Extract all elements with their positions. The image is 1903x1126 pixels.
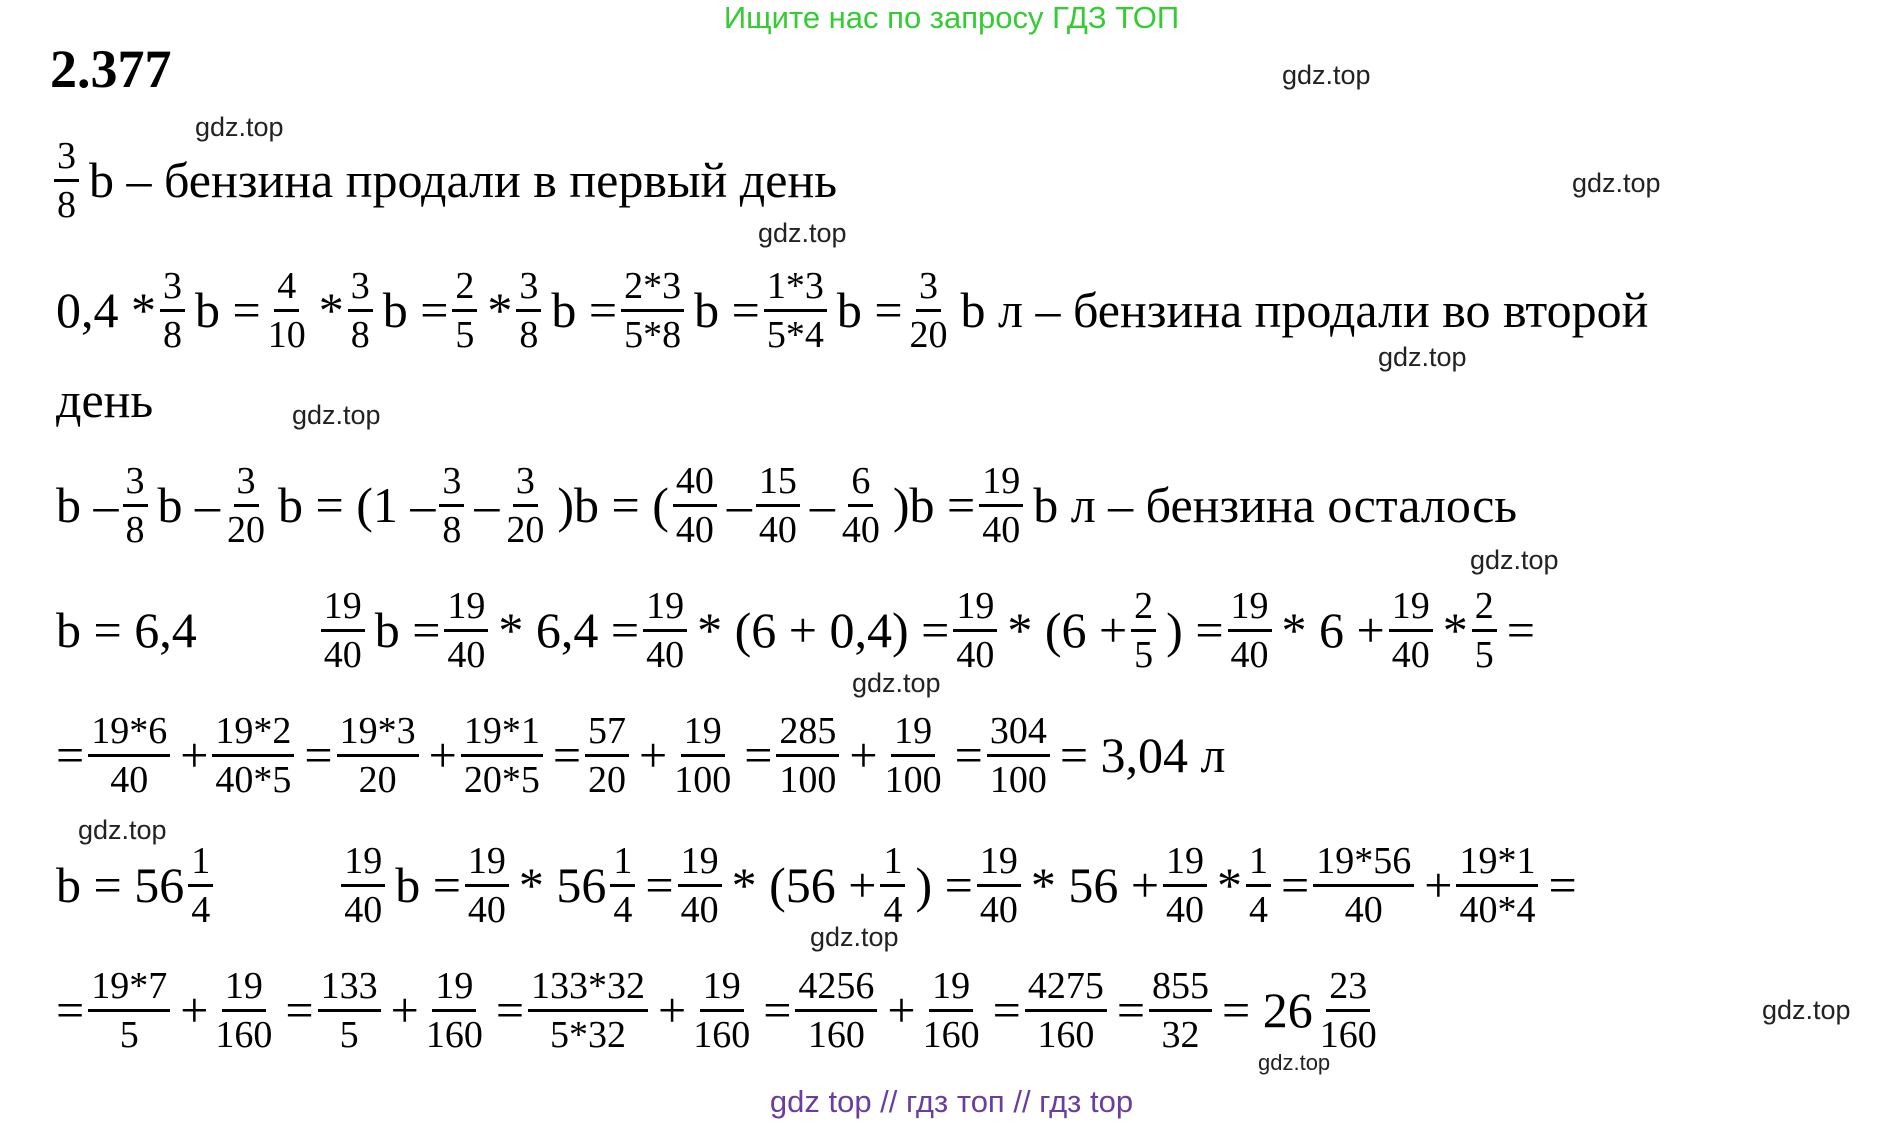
numerator: 19 [444, 587, 488, 632]
equation-text: * (6 + [1007, 602, 1128, 658]
equation-text: * 6,4 = [498, 602, 640, 658]
numerator: 133 [318, 967, 381, 1012]
equation-text: * (6 + 0,4) = [697, 602, 950, 658]
numerator: 4256 [795, 967, 877, 1012]
equation-text: = [645, 857, 674, 913]
denominator: 160 [807, 1013, 865, 1056]
watermark: gdz.top [1378, 342, 1467, 372]
numerator: 133*32 [528, 967, 648, 1012]
equation-text: * 56 [518, 857, 607, 913]
equation-text: b = [395, 857, 461, 913]
denominator: 8 [125, 508, 145, 551]
numerator: 3 [123, 462, 148, 507]
denominator: 40 [956, 633, 995, 676]
numerator: 19 [678, 842, 722, 887]
fraction [1472, 584, 1497, 676]
fraction [452, 264, 477, 356]
fraction [224, 459, 268, 551]
equation-text: b – бензина продали в первый день [89, 152, 837, 208]
numerator: 19*56 [1313, 842, 1414, 887]
numerator: 1 [610, 842, 635, 887]
equation-text: )b = [892, 477, 976, 533]
denominator: 20 [909, 313, 948, 356]
numerator: 19 [681, 712, 725, 757]
denominator: 5 [339, 1013, 359, 1056]
fraction [987, 709, 1050, 801]
denominator: 8 [442, 508, 462, 551]
denominator: 160 [693, 1013, 751, 1056]
fraction [88, 709, 170, 801]
problem-number: 2.377 [50, 39, 172, 99]
fraction [1228, 584, 1272, 676]
equation-text: b = (1 – [278, 477, 436, 533]
fraction [610, 839, 635, 931]
equation-text: b = [374, 602, 441, 658]
numerator: 19 [321, 587, 365, 632]
equation-line [50, 950, 1384, 1070]
denominator: 40 [1166, 888, 1205, 931]
numerator: 4275 [1025, 967, 1107, 1012]
watermark: gdz.top [852, 668, 941, 698]
numerator: 1 [880, 842, 905, 887]
equation-text: * 56 + [1030, 857, 1160, 913]
numerator: 19 [1228, 587, 1272, 632]
fraction [1163, 839, 1207, 931]
fraction [1025, 964, 1107, 1056]
fraction [907, 264, 951, 356]
equation-text: b л – бензина продали во второй [960, 282, 1649, 338]
numerator: 6 [848, 462, 873, 507]
equation-line [50, 120, 837, 240]
denominator: 100 [674, 758, 732, 801]
denominator: 40 [982, 508, 1021, 551]
equation-text: + [390, 982, 419, 1038]
equation-text: b = 56 [56, 857, 185, 913]
equation-text: 0,4 * [56, 282, 156, 338]
fraction [528, 964, 648, 1056]
equation-text: + [1424, 857, 1453, 913]
denominator: 40*4 [1459, 888, 1536, 931]
equation-text: b – [157, 477, 220, 533]
fraction [882, 709, 945, 801]
equation-text: ) = [1166, 602, 1224, 658]
fraction [621, 264, 684, 356]
equation-text: * [1217, 857, 1243, 913]
equation-text: + [180, 982, 209, 1038]
fraction [673, 459, 717, 551]
fraction [839, 459, 883, 551]
numerator: 23 [1326, 967, 1370, 1012]
equation-text: = [1548, 857, 1577, 913]
numerator: 3 [348, 267, 373, 312]
fraction [1131, 584, 1156, 676]
denominator: 160 [1319, 1013, 1377, 1056]
equation-text: = [1506, 602, 1535, 658]
equation-text: = [1116, 982, 1146, 1038]
denominator: 20 [358, 758, 397, 801]
numerator: 2 [1472, 587, 1497, 632]
denominator: 160 [215, 1013, 273, 1056]
equation-text: = [1281, 857, 1310, 913]
numerator: 304 [987, 712, 1050, 757]
numerator: 19 [222, 967, 266, 1012]
numerator: 3 [513, 462, 538, 507]
fraction [439, 459, 464, 551]
numerator: 57 [585, 712, 629, 757]
numerator: 3 [516, 267, 541, 312]
watermark: gdz.top [1282, 60, 1371, 90]
denominator: 4 [613, 888, 633, 931]
fraction [88, 964, 170, 1056]
denominator: 20 [506, 508, 545, 551]
fraction [795, 964, 877, 1056]
equation-line [50, 340, 153, 460]
equation-text: * [318, 282, 344, 338]
denominator: 40 [1230, 633, 1269, 676]
equation-text: b л – бензина осталось [1033, 477, 1518, 533]
equation-text: + [639, 727, 668, 783]
equation-text: = [744, 727, 773, 783]
denominator: 160 [425, 1013, 483, 1056]
numerator: 19*3 [337, 712, 419, 757]
equation-text: + [849, 727, 878, 783]
equation-text: b = [195, 282, 261, 338]
fraction [341, 839, 385, 931]
equation-text: b – [56, 477, 119, 533]
watermark: gdz.top [758, 218, 847, 248]
fraction [585, 709, 629, 801]
numerator: 2*3 [621, 267, 684, 312]
denominator: 40 [447, 633, 486, 676]
numerator: 1 [1246, 842, 1271, 887]
equation-line [50, 695, 1225, 815]
fraction [776, 709, 839, 801]
equation-text: = 26 [1222, 982, 1313, 1038]
denominator: 5 [1134, 633, 1154, 676]
denominator: 5 [455, 313, 475, 356]
fraction [318, 964, 381, 1056]
numerator: 19*2 [212, 712, 294, 757]
numerator: 19 [700, 967, 744, 1012]
equation-text: ) = [915, 857, 973, 913]
numerator: 19 [1389, 587, 1433, 632]
denominator: 8 [519, 313, 539, 356]
numerator: 19*7 [88, 967, 170, 1012]
fraction [348, 264, 373, 356]
fraction [188, 839, 213, 931]
denominator: 40 [841, 508, 880, 551]
fraction [321, 584, 365, 676]
equation-text: = [992, 982, 1021, 1038]
denominator: 40 [344, 888, 383, 931]
footer-links: gdz top // гдз топ // гдз top [769, 1084, 1134, 1119]
denominator: 100 [989, 758, 1047, 801]
numerator: 40 [673, 462, 717, 507]
fraction [423, 964, 486, 1056]
fraction [503, 459, 547, 551]
fraction [465, 839, 509, 931]
watermark: gdz.top [1762, 995, 1851, 1025]
equation-text: = [495, 982, 525, 1038]
denominator: 40 [467, 888, 506, 931]
numerator: 19 [465, 842, 509, 887]
fraction [461, 709, 543, 801]
denominator: 4 [191, 888, 211, 931]
watermark: gdz.top [810, 922, 899, 952]
numerator: 19*1 [1456, 842, 1538, 887]
denominator: 8 [57, 183, 76, 226]
numerator: 1 [188, 842, 213, 887]
fraction [671, 709, 734, 801]
search-banner: Ищите нас по запросу ГДЗ ТОП [723, 0, 1180, 35]
fraction [1456, 839, 1538, 931]
numerator: 19*1 [461, 712, 543, 757]
denominator: 8 [350, 313, 370, 356]
denominator: 40 [110, 758, 149, 801]
denominator: 20 [227, 508, 265, 551]
numerator: 15 [756, 462, 800, 507]
equation-line [50, 445, 1517, 565]
numerator: 19 [1163, 842, 1207, 887]
numerator: 3 [160, 267, 185, 312]
denominator: 40 [758, 508, 797, 551]
equation-line [50, 570, 1535, 690]
fraction [160, 264, 185, 356]
denominator: 40*5 [215, 758, 292, 801]
denominator: 4 [1249, 888, 1269, 931]
fraction [123, 459, 148, 551]
numerator: 19 [979, 462, 1023, 507]
equation-text: – [809, 477, 835, 533]
denominator: 40 [680, 888, 719, 931]
numerator: 3 [54, 137, 79, 182]
numerator: 19 [432, 967, 476, 1012]
equation-text: * [487, 282, 513, 338]
fraction [516, 264, 541, 356]
equation-text: день [56, 372, 154, 428]
numerator: 19 [953, 587, 997, 632]
fraction [444, 584, 488, 676]
equation-text: b = 6,4 [56, 602, 197, 658]
equation-text: = [285, 982, 314, 1038]
denominator: 40 [675, 508, 714, 551]
numerator: 19 [977, 842, 1021, 887]
fraction [1317, 964, 1380, 1056]
fraction [1389, 584, 1433, 676]
denominator: 20 [588, 758, 627, 801]
fraction [212, 964, 275, 1056]
equation-text: – [474, 477, 500, 533]
fraction [678, 839, 722, 931]
numerator: 3 [234, 462, 259, 507]
equation-text: – [726, 477, 752, 533]
equation-text: + [658, 982, 687, 1038]
denominator: 40 [1344, 888, 1383, 931]
fraction [265, 264, 309, 356]
fraction [1313, 839, 1414, 931]
fraction [54, 134, 79, 226]
numerator: 4 [274, 267, 299, 312]
watermark: gdz.top [78, 815, 167, 845]
fraction [756, 459, 800, 551]
watermark: gdz.top [1572, 168, 1661, 198]
fraction [1149, 964, 1212, 1056]
equation-text: * (56 + [731, 857, 877, 913]
denominator: 20*5 [463, 758, 540, 801]
numerator: 19 [341, 842, 385, 887]
denominator: 100 [779, 758, 837, 801]
numerator: 3 [439, 462, 464, 507]
watermark: gdz.top [292, 400, 381, 430]
fraction [337, 709, 419, 801]
equation-text: * 6 + [1281, 602, 1385, 658]
numerator: 3 [916, 267, 941, 312]
denominator: 160 [922, 1013, 980, 1056]
equation-text: = [304, 727, 333, 783]
denominator: 5*32 [550, 1013, 627, 1056]
numerator: 19 [643, 587, 687, 632]
equation-text: = [954, 727, 983, 783]
numerator: 19 [891, 712, 935, 757]
equation-text: = [56, 982, 85, 1038]
denominator: 5 [119, 1013, 139, 1056]
denominator: 40 [1391, 633, 1430, 676]
numerator: 19 [929, 967, 973, 1012]
fraction [764, 264, 827, 356]
numerator: 2 [452, 267, 477, 312]
denominator: 8 [163, 313, 182, 356]
denominator: 40 [646, 633, 685, 676]
watermark: gdz.top [1470, 545, 1559, 575]
equation-text: + [887, 982, 916, 1038]
fraction [977, 839, 1021, 931]
equation-text: b = [836, 282, 903, 338]
denominator: 5*4 [766, 313, 824, 356]
fraction [643, 584, 687, 676]
denominator: 10 [267, 313, 306, 356]
equation-text: = [763, 982, 792, 1038]
equation-text: b = [551, 282, 618, 338]
fraction [690, 964, 753, 1056]
numerator: 285 [776, 712, 839, 757]
equation-text: + [428, 727, 457, 783]
fraction [1246, 839, 1271, 931]
equation-text: = 3,04 л [1059, 727, 1226, 783]
equation-text: * [1442, 602, 1468, 658]
denominator: 160 [1037, 1013, 1095, 1056]
denominator: 40 [323, 633, 362, 676]
watermark: gdz.top [1258, 1050, 1331, 1075]
numerator: 1*3 [764, 267, 827, 312]
denominator: 5*8 [624, 313, 682, 356]
denominator: 40 [979, 888, 1018, 931]
denominator: 5 [1474, 633, 1494, 676]
equation-text: b = [382, 282, 449, 338]
fraction [953, 584, 997, 676]
fraction [979, 459, 1023, 551]
equation-text: b = [694, 282, 760, 338]
numerator: 2 [1131, 587, 1156, 632]
watermark: gdz.top [195, 112, 284, 142]
denominator: 4 [883, 888, 903, 931]
denominator: 32 [1161, 1013, 1200, 1056]
fraction [880, 839, 905, 931]
equation-text: = [552, 727, 582, 783]
equation-text: + [180, 727, 209, 783]
numerator: 855 [1149, 967, 1212, 1012]
equation-text: )b = ( [557, 477, 669, 533]
equation-text: = [56, 727, 85, 783]
denominator: 100 [884, 758, 942, 801]
numerator: 19*6 [88, 712, 170, 757]
fraction [212, 709, 294, 801]
fraction [920, 964, 983, 1056]
